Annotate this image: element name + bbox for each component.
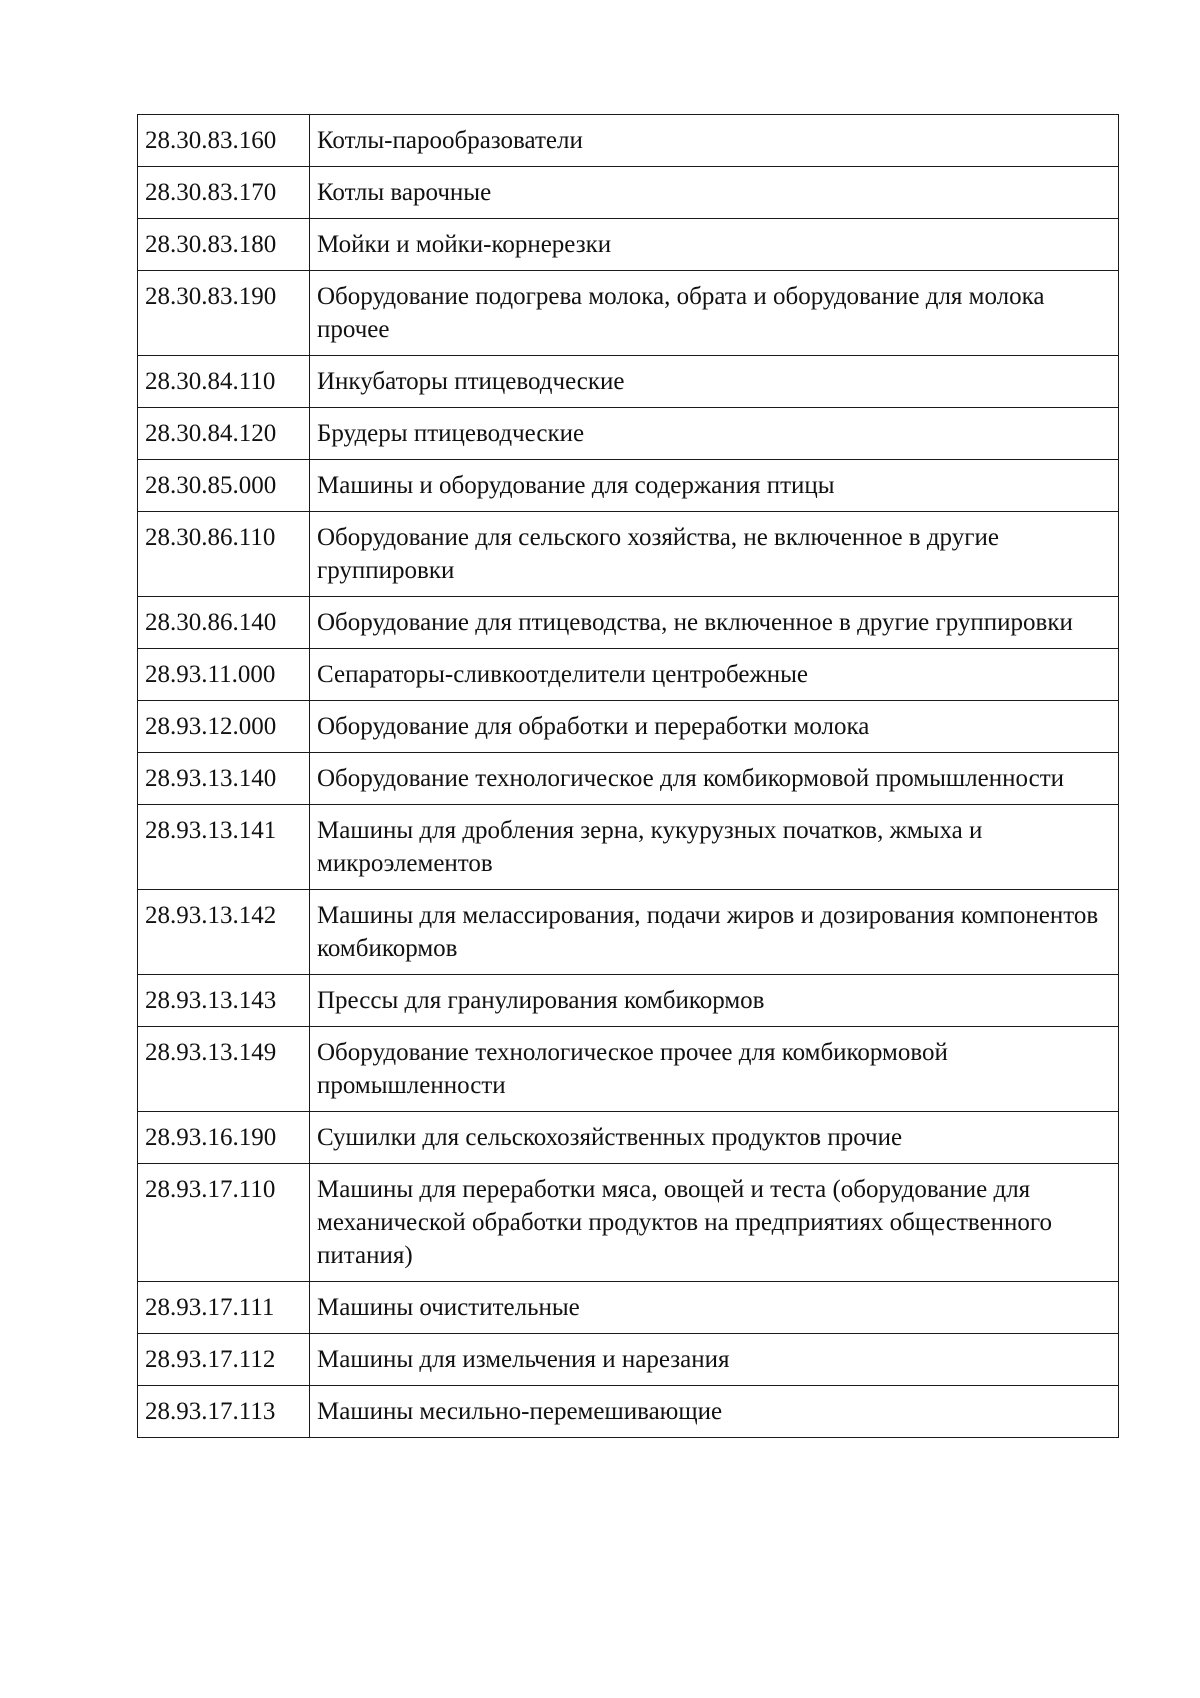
code-cell: 28.93.17.113 — [138, 1386, 310, 1438]
table-row — [138, 649, 1119, 701]
code-cell: 28.93.17.112 — [138, 1334, 310, 1386]
table-row — [138, 1282, 1119, 1334]
name-cell: Машины очистительные — [310, 1282, 1119, 1334]
table-row — [138, 1386, 1119, 1438]
code-cell: 28.30.85.000 — [138, 460, 310, 512]
table-row — [138, 1027, 1119, 1112]
name-cell: Машины месильно-перемешивающие — [310, 1386, 1119, 1438]
table-row — [138, 219, 1119, 271]
code-cell: 28.93.16.190 — [138, 1112, 310, 1164]
code-cell: 28.30.83.180 — [138, 219, 310, 271]
name-cell: Прессы для гранулирования комбикормов — [310, 975, 1119, 1027]
code-cell: 28.93.13.142 — [138, 890, 310, 975]
name-cell: Оборудование подогрева молока, обрата и оборудование для молока прочее — [310, 271, 1119, 356]
table-row — [138, 460, 1119, 512]
table-row — [138, 1112, 1119, 1164]
name-cell: Оборудование технологическое для комбикормовой промышленности — [310, 753, 1119, 805]
name-cell: Сепараторы-сливкоотделители центробежные — [310, 649, 1119, 701]
name-cell: Машины и оборудование для содержания птицы — [310, 460, 1119, 512]
table-row — [138, 753, 1119, 805]
code-cell: 28.93.13.149 — [138, 1027, 310, 1112]
code-cell: 28.93.17.110 — [138, 1164, 310, 1282]
table-row — [138, 890, 1119, 975]
name-cell: Оборудование технологическое прочее для комбикормовой промышленности — [310, 1027, 1119, 1112]
table-row — [138, 271, 1119, 356]
name-cell: Котлы варочные — [310, 167, 1119, 219]
table-row — [138, 1164, 1119, 1282]
code-cell: 28.30.84.120 — [138, 408, 310, 460]
table-row — [138, 512, 1119, 597]
name-cell: Котлы-парообразователи — [310, 115, 1119, 167]
code-cell: 28.30.86.110 — [138, 512, 310, 597]
name-cell: Инкубаторы птицеводческие — [310, 356, 1119, 408]
table-row — [138, 975, 1119, 1027]
name-cell: Машины для мелассирования, подачи жиров и дозирования компонентов комбикормов — [310, 890, 1119, 975]
code-cell: 28.93.13.143 — [138, 975, 310, 1027]
table-row — [138, 408, 1119, 460]
table-row — [138, 701, 1119, 753]
name-cell: Машины для измельчения и нарезания — [310, 1334, 1119, 1386]
name-cell: Машины для дробления зерна, кукурузных початков, жмыха и микроэлементов — [310, 805, 1119, 890]
code-cell: 28.30.83.160 — [138, 115, 310, 167]
name-cell: Брудеры птицеводческие — [310, 408, 1119, 460]
name-cell: Мойки и мойки-корнерезки — [310, 219, 1119, 271]
name-cell: Сушилки для сельскохозяйственных продуктов прочие — [310, 1112, 1119, 1164]
classification-table — [137, 114, 1119, 1438]
code-cell: 28.30.83.170 — [138, 167, 310, 219]
table-row — [138, 1334, 1119, 1386]
code-cell: 28.93.11.000 — [138, 649, 310, 701]
code-cell: 28.93.17.111 — [138, 1282, 310, 1334]
table-row — [138, 115, 1119, 167]
table-body — [138, 115, 1119, 1438]
name-cell: Оборудование для обработки и переработки молока — [310, 701, 1119, 753]
code-cell: 28.93.13.140 — [138, 753, 310, 805]
code-cell: 28.30.83.190 — [138, 271, 310, 356]
table-row — [138, 597, 1119, 649]
code-cell: 28.30.84.110 — [138, 356, 310, 408]
table-row — [138, 167, 1119, 219]
code-cell: 28.93.13.141 — [138, 805, 310, 890]
name-cell: Оборудование для птицеводства, не включенное в другие группировки — [310, 597, 1119, 649]
name-cell: Машины для переработки мяса, овощей и теста (оборудование для механической обработки продуктов на предприятиях общественного питания) — [310, 1164, 1119, 1282]
table-row — [138, 805, 1119, 890]
table-row — [138, 356, 1119, 408]
code-cell: 28.93.12.000 — [138, 701, 310, 753]
code-cell: 28.30.86.140 — [138, 597, 310, 649]
name-cell: Оборудование для сельского хозяйства, не включенное в другие группировки — [310, 512, 1119, 597]
